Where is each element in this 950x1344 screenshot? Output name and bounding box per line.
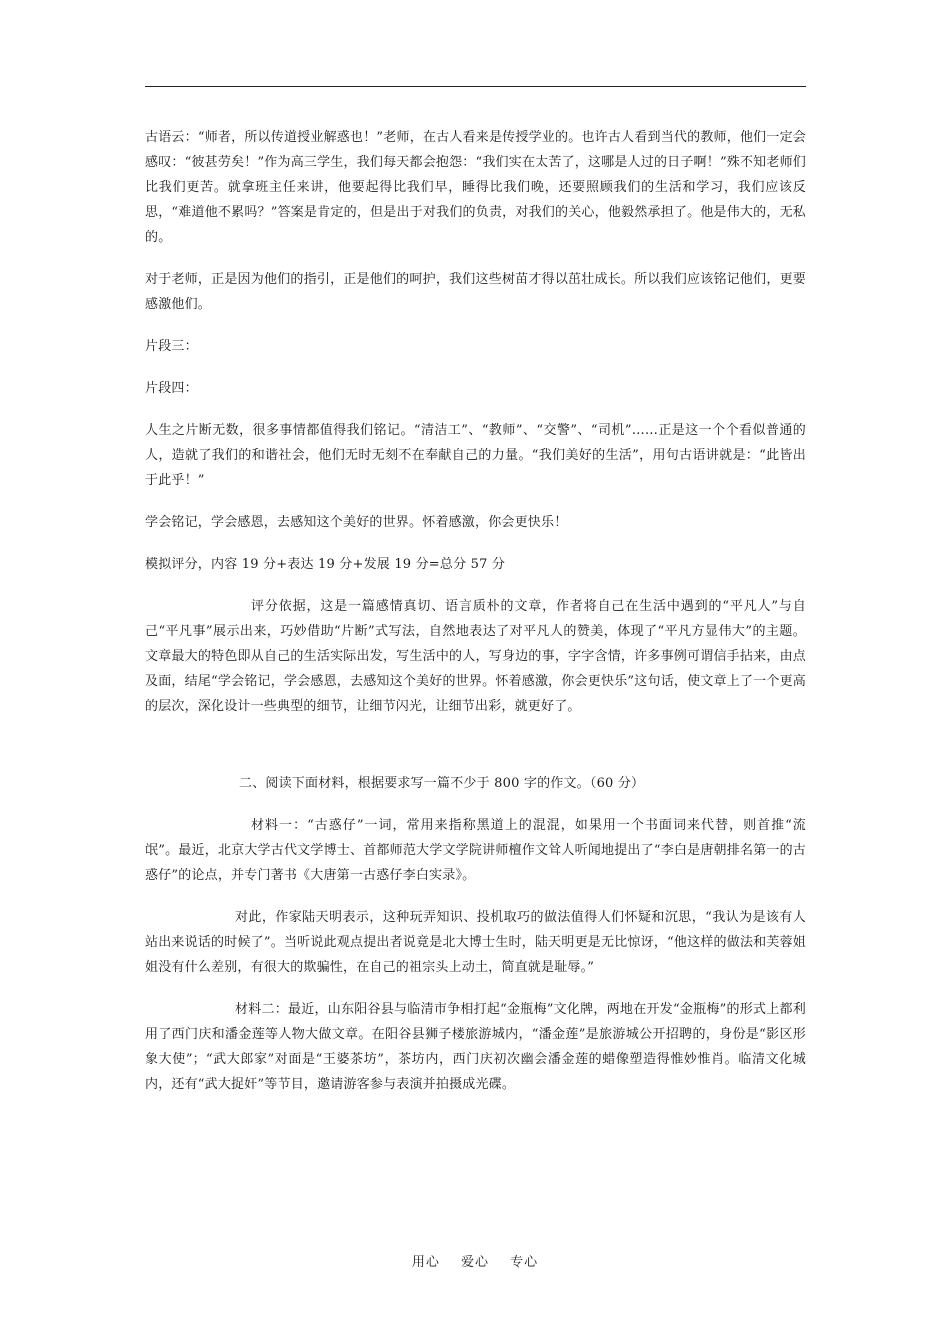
paragraph-teacher: 古语云：“师者，所以传道授业解惑也！”老师，在古人看来是传授学业的。也许古人看到当代的教师，他们一定会感叹：“彼甚劳矣！”作为高三学生，我们每天都会抱怨：“我们实在太苦了，这哪是人过的日子啊！”殊不知老师们比我们更苦。就拿班主任来讲，他要起得比我们早，睡得比我们晚，还要照顾我们的生活和学习，我们应该反思，“难道他不累吗？”答案是肯定的，但是出于对我们的负责，对我们的关心，他毅然承担了。他是伟大的，无私的。 — [145, 130, 806, 245]
paragraph-score: 模拟评分，内容 19 分+表达 19 分+发展 19 分=总分 57 分 — [145, 557, 506, 572]
paragraph-gratitude-teachers: 对于老师，正是因为他们的指引，正是他们的呵护，我们这些树苗才得以茁壮成长。所以我们应该铭记他们，更要感激他们。 — [145, 272, 806, 312]
material-one-response: 对此，作家陆天明表示，这种玩弄知识、投机取巧的做法值得人们怀疑和沉思，“我认为是该有人站出来说话的时候了”。当听说此观点提出者说竟是北大博士生时，陆天明更是无比惊讶，“他这样的做法和芙蓉姐姐没有什么差别，有很大的欺骗性，在自己的祖宗头上动土，简直就是耻辱。” — [145, 910, 806, 975]
footer-word-3: 专心 — [510, 1255, 539, 1270]
essay-prompt-title: 二、阅读下面材料，根据要求写一篇不少于 800 字的作文。（60 分） — [239, 776, 645, 791]
material-one: 材料一：“古惑仔”一词，常用来指称黑道上的混混，如果用一个书面词来代替，则首推“流氓”。最近，北京大学古代文学博士、首都师范大学文学院讲师檀作文耸人听闻地提出了“李白是唐朝排名第一的古惑仔”的论点，并专门著书《大唐第一古惑仔李白实录》。 — [145, 818, 806, 883]
document-body — [145, 125, 806, 1114]
heading-fragment-three: 片段三： — [145, 339, 198, 354]
footer-word-2: 爱心 — [460, 1255, 489, 1270]
heading-fragment-four: 片段四： — [145, 381, 198, 396]
header-rule — [145, 86, 806, 87]
page-footer — [0, 1251, 950, 1270]
paragraph-conclusion: 学会铭记，学会感恩，去感知这个美好的世界。怀着感激，你会更快乐！ — [145, 515, 568, 530]
paragraph-ordinary-people: 人生之片断无数，很多事情都值得我们铭记。“清洁工”、“教师”、“交警”、“司机”……正是这一个个看似普通的人，造就了我们的和谐社会，他们无时无刻不在奉献自己的力量。“我们美好的生活”，用句古语讲就是：“此皆出于此乎！” — [145, 423, 806, 488]
footer-word-1: 用心 — [411, 1255, 440, 1270]
paragraph-grading-basis: 评分依据，这是一篇感情真切、语言质朴的文章，作者将自己在生活中遇到的“平凡人”与自己“平凡事”展示出来，巧妙借助“片断”式写法，自然地表达了对平凡人的赞美，体现了“平凡方显伟大”的主题。文章最大的特色即从自己的生活实际出发，写生活中的人，写身边的事，字字含情，许多事例可谓信手拈来，由点及面，结尾“学会铭记，学会感恩，去感知这个美好的世界。怀着感激，你会更快乐”这句话，使文章上了一个更高的层次，深化设计一些典型的细节，让细节闪光，让细节出彩，就更好了。 — [145, 599, 806, 714]
material-two: 材料二：最近，山东阳谷县与临清市争相打起“金瓶梅”文化牌，两地在开发“金瓶梅”的形式上都利用了西门庆和潘金莲等人物大做文章。在阳谷县狮子楼旅游城内，“潘金莲”是旅游城公开招聘的，身份是“影区形象大使”；“武大郎家”对面是“王婆茶坊”，茶坊内，西门庆初次幽会潘金莲的蜡像塑造得惟妙惟肖。临清文化城内，还有“武大捉奸”等节目，邀请游客参与表演并拍摄成光碟。 — [145, 1002, 806, 1092]
